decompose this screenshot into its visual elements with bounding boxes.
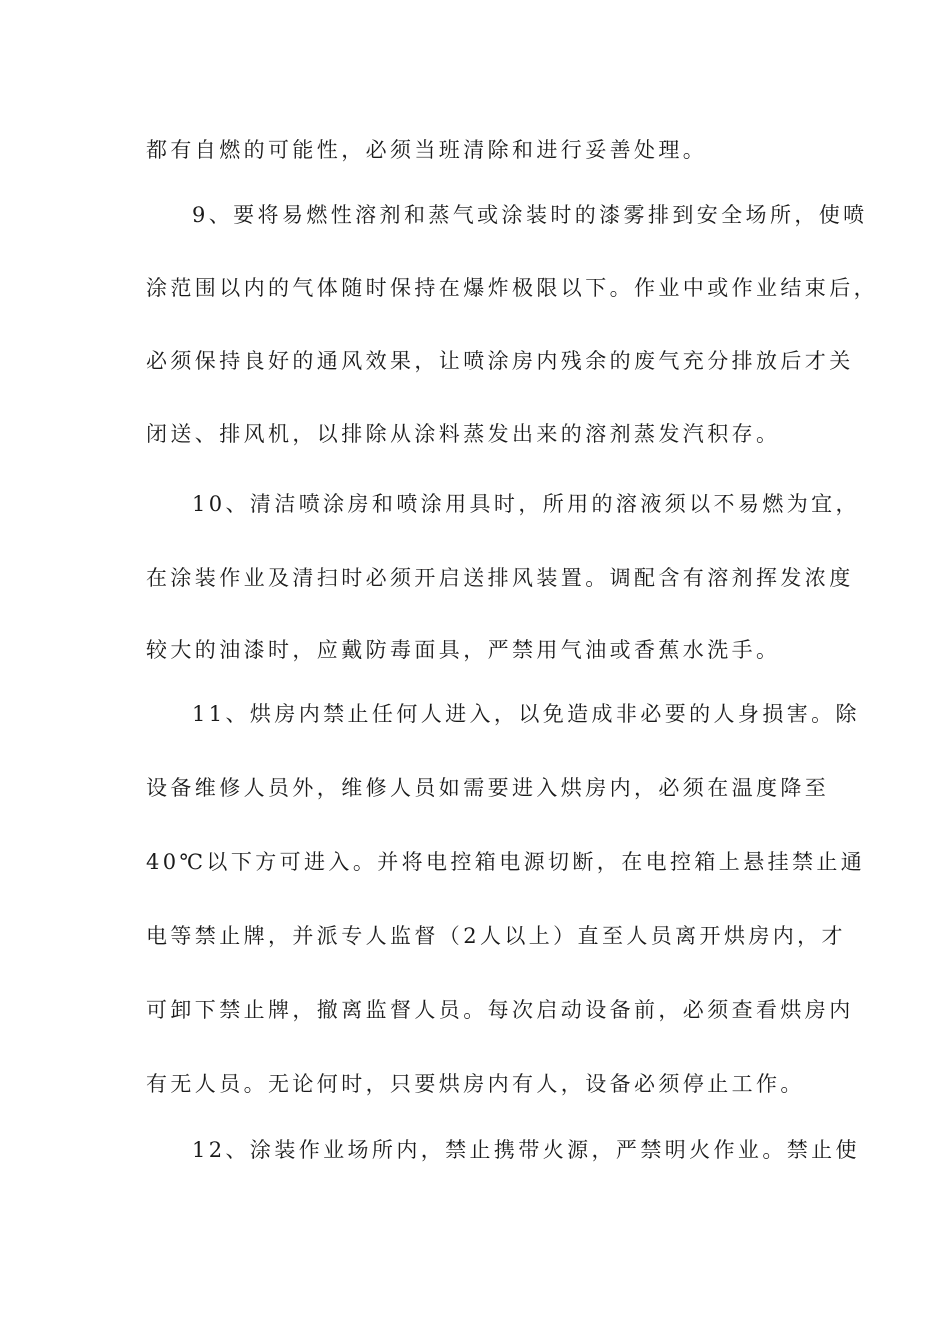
paragraph-9-start: 9、要将易燃性溶剂和蒸气或涂装时的漆雾排到安全场所，使喷 <box>192 203 868 227</box>
text-line: 有无人员。无论何时，只要烘房内有人，设备必须停止工作。 <box>146 1072 805 1096</box>
text-line: 较大的油漆时，应戴防毒面具，严禁用气油或香蕉水洗手。 <box>146 638 781 662</box>
text-line: 都有自燃的可能性，必须当班清除和进行妥善处理。 <box>146 138 708 162</box>
text-line: 设备维修人员外，维修人员如需要进入烘房内，必须在温度降至 <box>146 776 830 800</box>
text-line: 闭送、排风机，以排除从涂料蒸发出来的溶剂蒸发汽积存。 <box>146 422 781 446</box>
text-line: 必须保持良好的通风效果，让喷涂房内残余的废气充分排放后才关 <box>146 349 854 373</box>
text-line: 40℃以下方可进入。并将电控箱电源切断，在电控箱上悬挂禁止通 <box>146 850 866 874</box>
paragraph-11-start: 11、烘房内禁止任何人进入，以免造成非必要的人身损害。除 <box>192 702 860 726</box>
text-line: 在涂装作业及清扫时必须开启送排风装置。调配含有溶剂挥发浓度 <box>146 566 854 590</box>
text-line: 可卸下禁止牌，撤离监督人员。每次启动设备前，必须查看烘房内 <box>146 998 854 1022</box>
paragraph-10-start: 10、清洁喷涂房和喷涂用具时，所用的溶液须以不易燃为宜， <box>192 492 860 516</box>
paragraph-12-start: 12、涂装作业场所内，禁止携带火源，严禁明火作业。禁止使 <box>192 1138 860 1162</box>
text-line: 电等禁止牌，并派专人监督（2人以上）直至人员离开烘房内，才 <box>146 924 846 948</box>
text-line: 涂范围以内的气体随时保持在爆炸极限以下。作业中或作业结束后， <box>146 276 878 300</box>
